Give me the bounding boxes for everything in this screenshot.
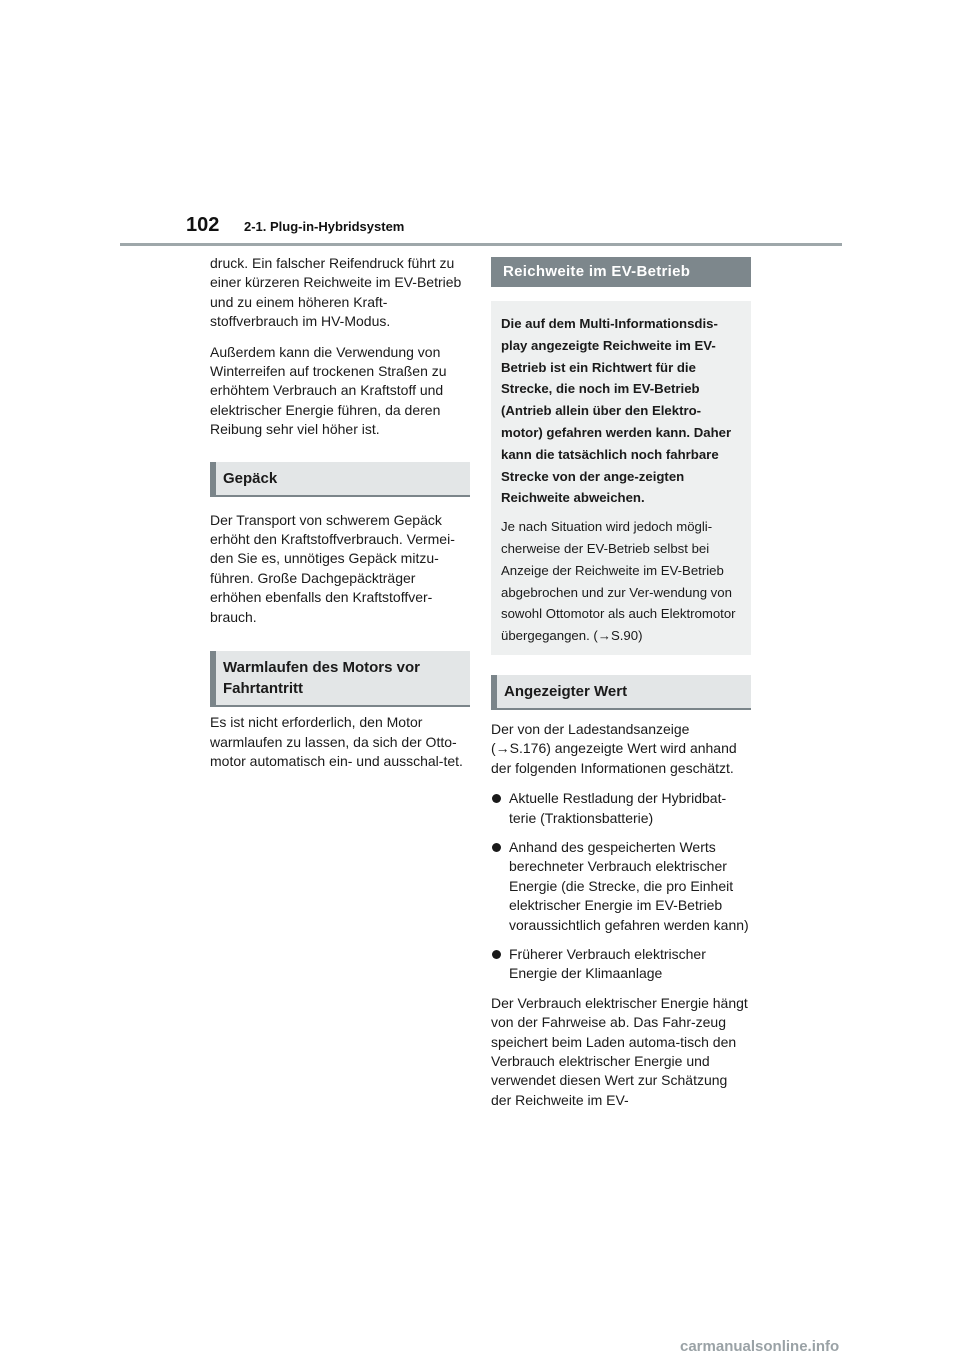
bullet-icon bbox=[492, 794, 501, 803]
header-rule bbox=[120, 243, 842, 246]
section-title: 2-1. Plug-in-Hybridsystem bbox=[244, 219, 405, 234]
list-item: Früherer Verbrauch elektrischer Energie der Klimaanlage bbox=[491, 945, 751, 984]
bullet-icon bbox=[492, 950, 501, 959]
info-box-bold-text: Die auf dem Multi-Informationsdis-play angezeigte Reichweite im EV-Betrieb ist ein Richtwert für die Strecke, die noch im EV-Betrieb (Antrieb allein über den Elektro-motor) gefahren werden kann. Daher kann die tatsächlich noch fahrbare Strecke von der ange-zeigten Reichweite abweichen. bbox=[501, 316, 732, 506]
bullet-list bbox=[491, 789, 751, 984]
paragraph-tire-pressure: druck. Ein falscher Reifendruck führt zu einer kürzeren Reichweite im EV-Betrieb und zu einem höheren Kraft-stoffverbrauch im HV-Modus. bbox=[210, 255, 462, 330]
list-item: Anhand des gespeicherten Werts berechneter Verbrauch elektrischer Energie (die Strecke, die pro Einheit elektrischer Energie im EV-Betrieb voraussichtlich gefahren werden kann) bbox=[491, 838, 751, 935]
paragraph-warmup: Es ist nicht erforderlich, den Motor warmlaufen zu lassen, da sich der Otto-motor automatisch ein- und ausschal-tet. bbox=[210, 714, 463, 769]
heading-warmlaufen: Warmlaufen des Motors vor Fahrtantritt bbox=[210, 651, 470, 707]
info-box-text: Je nach Situation wird jedoch mögli-cherweise der EV-Betrieb selbst bei Anzeige der Reichweite im EV-Betrieb abgebrochen und zur Ver-wendung von sowohl Ottomotor als auch Elektromotor übergegangen. (→S.90) bbox=[501, 519, 736, 644]
paragraph-consumption: Der Verbrauch elektrischer Energie hängt von der Fahrweise ab. Das Fahr-zeug speichert beim Laden automa-tisch den Verbrauch elektrischer Energie und verwendet diesen Wert zur Schätzung der Reichweite im EV- bbox=[491, 994, 748, 1108]
right-column bbox=[491, 257, 751, 1121]
heading-angezeigter-wert: Angezeigter Wert bbox=[491, 675, 751, 710]
left-column bbox=[210, 254, 470, 782]
info-box bbox=[491, 301, 751, 655]
page-number: 102 bbox=[186, 214, 220, 236]
heading-gepaeck: Gepäck bbox=[210, 462, 470, 497]
footer-watermark: carmanualsonline.info bbox=[680, 1338, 840, 1355]
paragraph-estimate: Der von der Ladestandsanzeige (→S.176) angezeigte Wert wird anhand der folgenden Informationen geschätzt. bbox=[491, 720, 737, 776]
paragraph-luggage: Der Transport von schwerem Gepäck erhöht den Kraftstoffverbrauch. Vermei-den Sie es, unnötiges Gepäck mitzu-führen. Große Dachgepäckträger erhöhen ebenfalls den Kraftstoffver-brauch. bbox=[210, 511, 455, 625]
bullet-icon bbox=[492, 843, 501, 852]
paragraph-winter-tires: Außerdem kann die Verwendung von Winterreifen auf trockenen Straßen zu erhöhtem Verbrauch an Kraftstoff und elektrischer Energie führen, da deren Reibung sehr viel höher ist. bbox=[210, 343, 447, 438]
list-item: Aktuelle Restladung der Hybridbat-terie (Traktionsbatterie) bbox=[491, 789, 751, 828]
heading-reichweite: Reichweite im EV-Betrieb bbox=[491, 257, 751, 287]
